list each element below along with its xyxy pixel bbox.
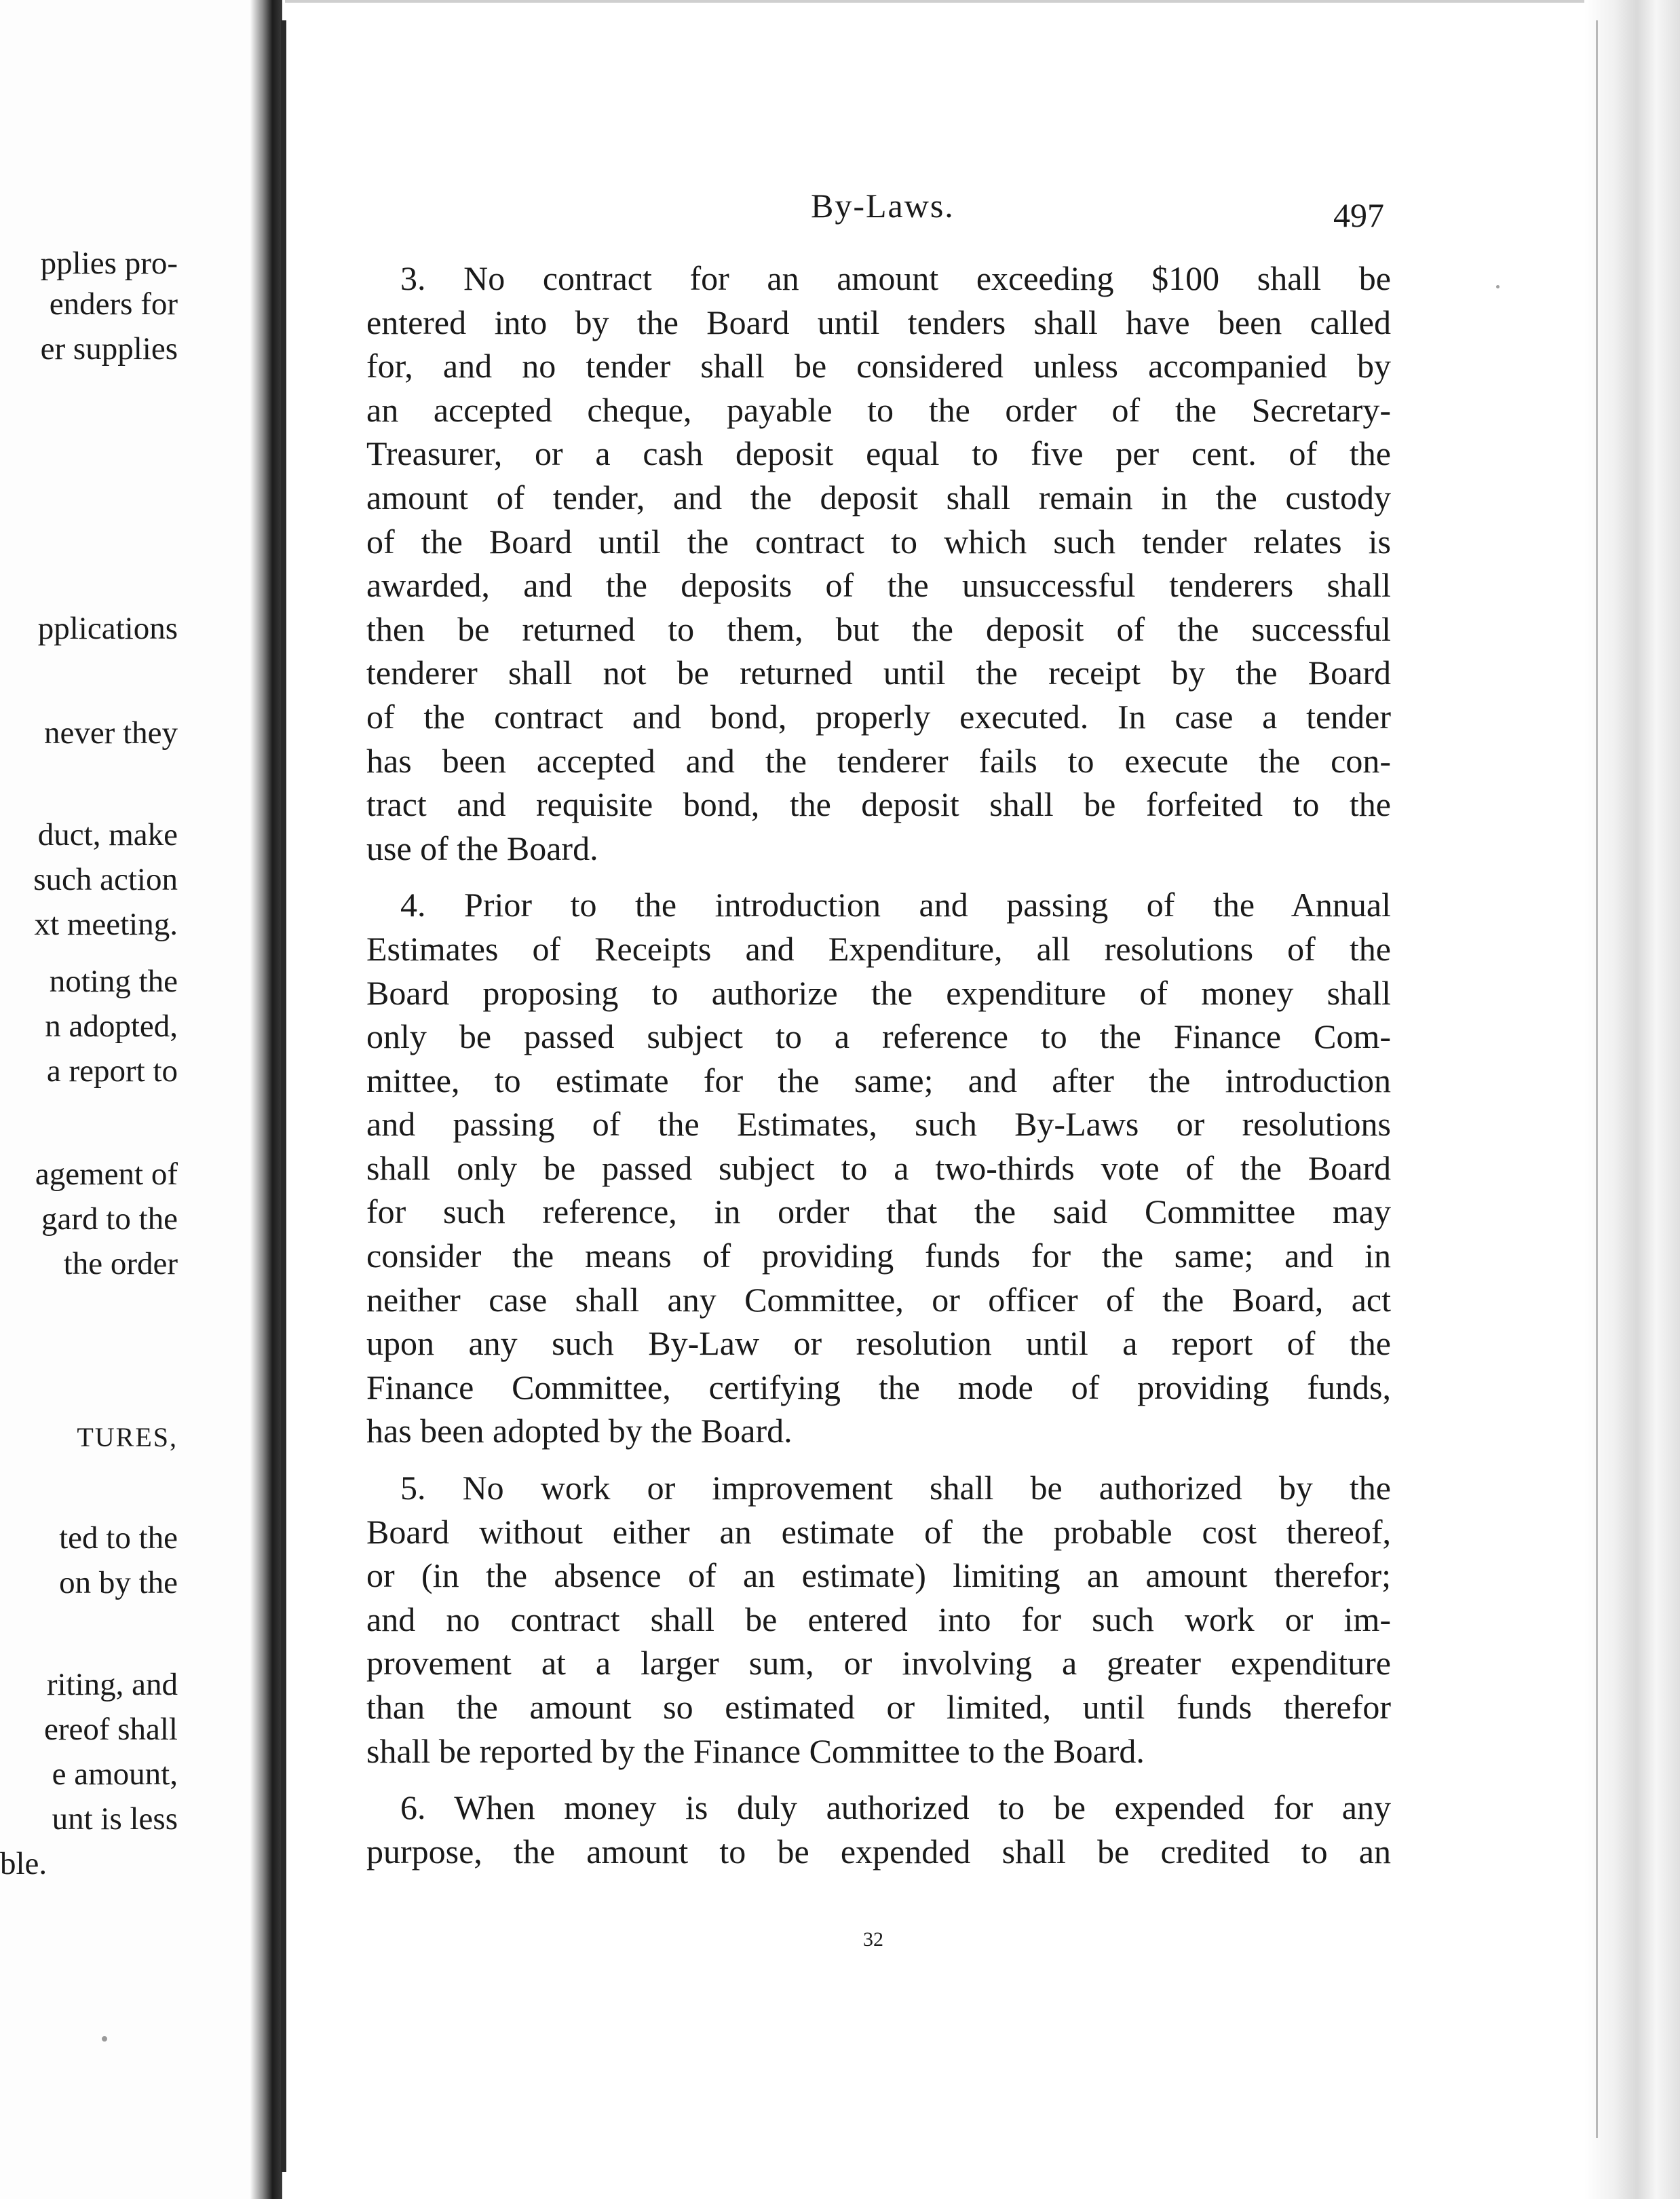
left-page-line: er supplies: [40, 331, 178, 366]
left-page-line: TURES,: [77, 1422, 178, 1452]
running-title: By-Laws.: [811, 187, 955, 225]
page-edge-line: [1596, 20, 1598, 2138]
left-page-line: riting, and: [46, 1667, 178, 1702]
text-line: upon any such By-Law or resolution until a report of the: [366, 1324, 1391, 1363]
text-line: Treasurer, or a cash deposit equal to five per cent. of the: [366, 434, 1391, 473]
paper-speck: [1496, 285, 1500, 288]
text-line: of the contract and bond, properly executed. In case a tender: [366, 697, 1391, 736]
text-line: tract and requisite bond, the deposit shall be forfeited to the: [366, 785, 1391, 824]
text-line: Board without either an estimate of the probable cost thereof,: [366, 1512, 1391, 1551]
text-line: neither case shall any Committee, or officer of the Board, act: [366, 1280, 1391, 1319]
text-line: mittee, to estimate for the same; and after the introduction: [366, 1061, 1391, 1100]
text-line: use of the Board.: [366, 829, 598, 867]
text-line: Finance Committee, certifying the mode of providing funds,: [366, 1368, 1391, 1406]
paragraph-6: [366, 1786, 1391, 1873]
running-head: [366, 182, 1384, 234]
left-page-line: n adopted,: [45, 1009, 178, 1044]
text-line: or (in the absence of an estimate) limiting an amount therefor;: [366, 1556, 1391, 1595]
text-line: than the amount so estimated or limited, until funds therefor: [366, 1688, 1391, 1726]
text-line: of the Board until the contract to which such tender relates is: [366, 522, 1391, 561]
left-page-line: gard to the: [41, 1201, 178, 1237]
left-page-line: agement of: [35, 1157, 178, 1192]
left-page-line: xt meeting.: [34, 907, 178, 942]
text-line: 4. Prior to the introduction and passing of the Annual: [400, 886, 1391, 924]
paragraph-4: [366, 883, 1391, 1453]
page-fore-edge: [1584, 0, 1680, 2199]
left-page-line: the order: [63, 1246, 178, 1281]
left-page-line: e amount,: [52, 1756, 178, 1792]
text-line: shall only be passed subject to a two-thirds vote of the Board: [366, 1148, 1391, 1187]
left-page-line: pplications: [37, 611, 178, 646]
text-line: and no contract shall be entered into for such work or im-: [366, 1600, 1391, 1638]
page-number: 497: [1333, 196, 1384, 234]
text-line: entered into by the Board until tenders shall have been called: [366, 303, 1391, 341]
text-line: has been adopted by the Board.: [366, 1412, 793, 1450]
left-page-line: ted to the: [59, 1520, 178, 1556]
left-page-line: such action: [33, 862, 178, 897]
left-page-line: duct, make: [37, 817, 178, 852]
left-page-line: a report to: [46, 1053, 178, 1089]
left-page-line: ble.: [0, 1846, 47, 1881]
text-line: Board proposing to authorize the expenditure of money shall: [366, 973, 1391, 1012]
left-page-line: unt is less: [52, 1801, 178, 1837]
text-line: 5. No work or improvement shall be authorized by the: [400, 1469, 1391, 1507]
left-page-line: enders for: [49, 286, 178, 322]
text-line: and passing of the Estimates, such By-Laws or resolutions: [366, 1105, 1391, 1144]
text-line: consider the means of providing funds for the same; and in: [366, 1237, 1391, 1275]
page-edge: [281, 20, 286, 2172]
text-line: then be returned to them, but the deposit of the successful: [366, 609, 1391, 648]
text-line: provement at a larger sum, or involving a greater expenditure: [366, 1644, 1391, 1683]
text-line: an accepted cheque, payable to the order of the Secretary-: [366, 390, 1391, 429]
paper-speck: [102, 2036, 107, 2042]
top-edge: [285, 0, 1608, 3]
left-page-line: never they: [43, 715, 178, 751]
paragraph-5: [366, 1466, 1391, 1773]
signature-mark: 32: [863, 1928, 883, 1951]
left-page-line: ereof shall: [43, 1712, 178, 1747]
left-page-line: noting the: [49, 964, 178, 999]
text-line: Estimates of Receipts and Expenditure, all resolutions of the: [366, 929, 1391, 968]
text-line: tenderer shall not be returned until the receipt by the Board: [366, 654, 1391, 692]
text-line: 3. No contract for an amount exceeding $100 shall be: [400, 259, 1391, 297]
left-page-line: on by the: [59, 1565, 178, 1600]
left-page-line: pplies pro-: [40, 246, 178, 281]
text-line: amount of tender, and the deposit shall remain in the custody: [366, 478, 1391, 516]
text-line: purpose, the amount to be expended shall be credited to an: [366, 1832, 1391, 1871]
left-page-fragment: [0, 0, 250, 2199]
text-line: for such reference, in order that the said Committee may: [366, 1192, 1391, 1231]
book-gutter: [250, 0, 282, 2199]
text-line: has been accepted and the tenderer fails to execute the con-: [366, 741, 1391, 780]
body-text: [366, 257, 1391, 1886]
text-line: 6. When money is duly authorized to be expended for any: [400, 1788, 1391, 1827]
text-line: awarded, and the deposits of the unsuccessful tenderers shall: [366, 566, 1391, 605]
text-line: shall be reported by the Finance Committee to the Board.: [366, 1731, 1145, 1770]
text-line: for, and no tender shall be considered unless accompanied by: [366, 347, 1391, 386]
paragraph-3: [366, 257, 1391, 870]
text-line: only be passed subject to a reference to the Finance Com-: [366, 1017, 1391, 1056]
